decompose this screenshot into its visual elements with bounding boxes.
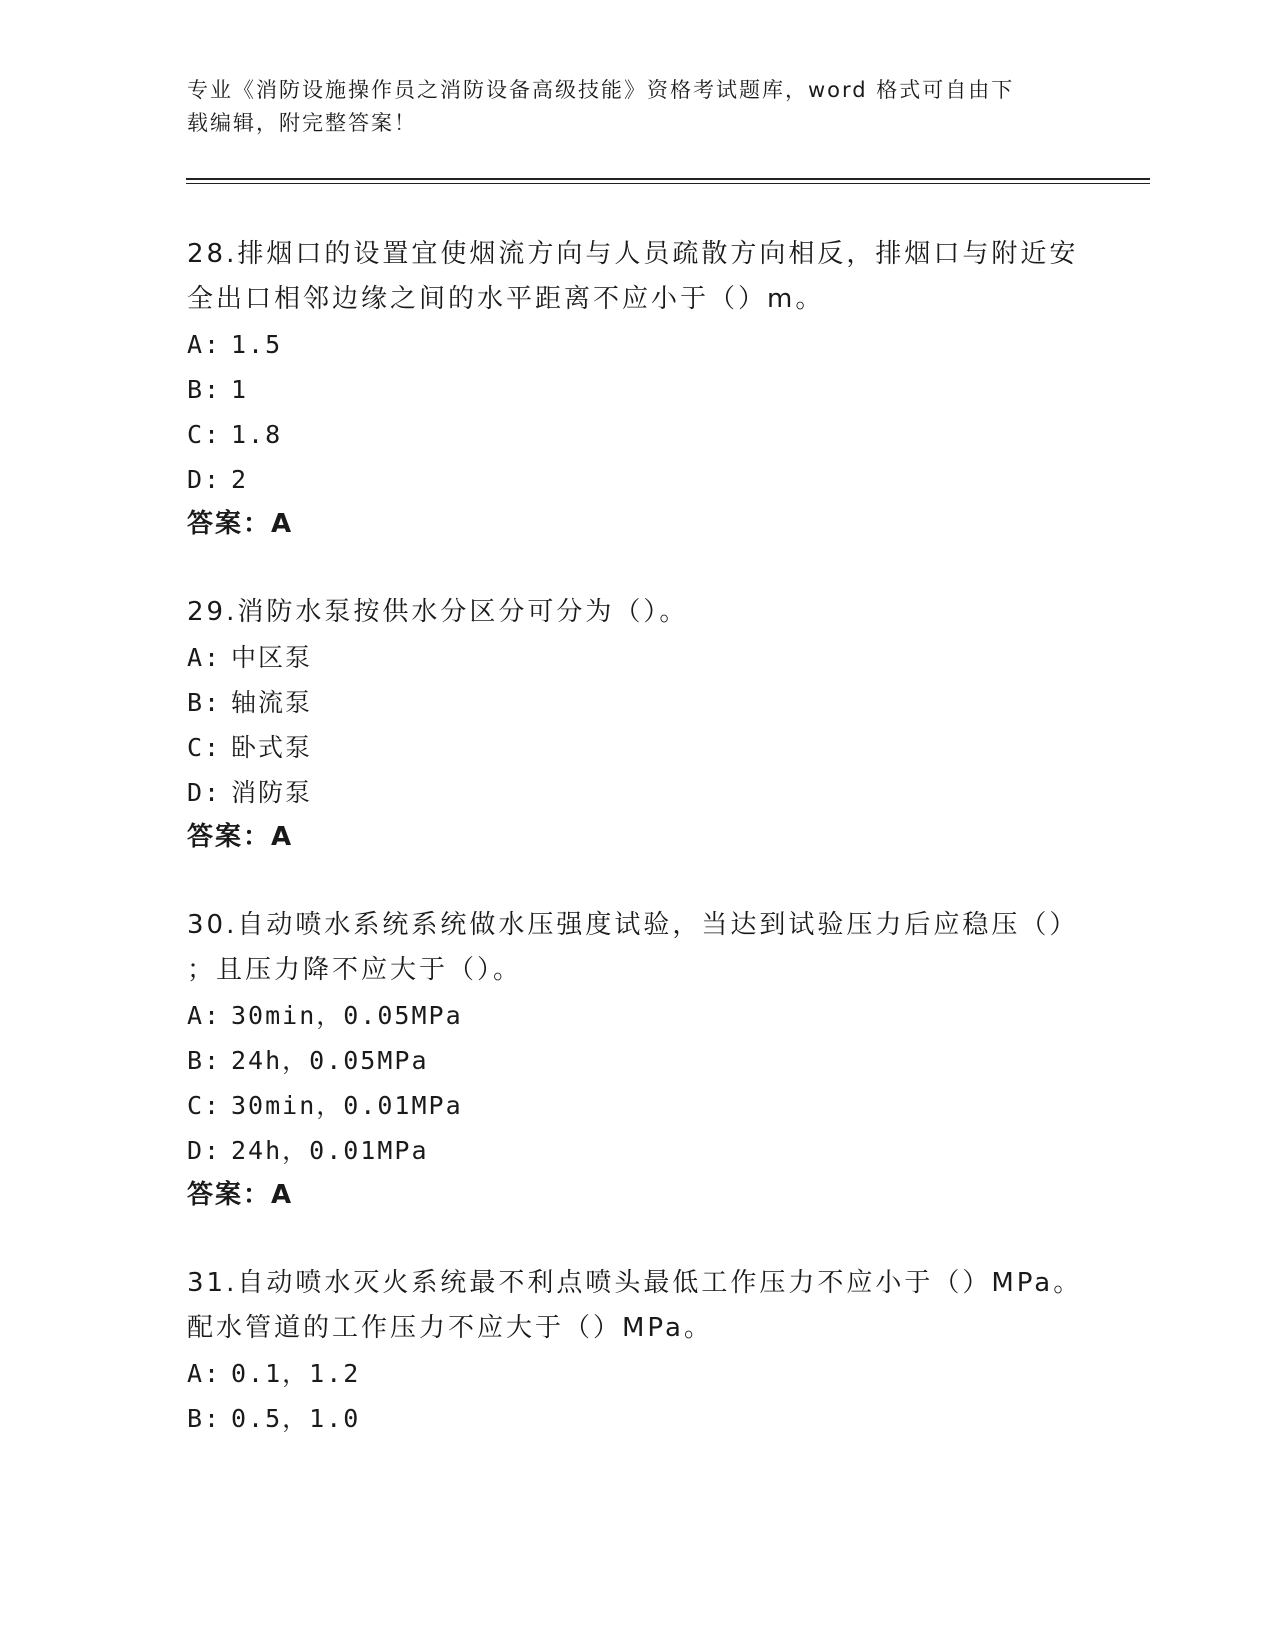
question-28 [187,232,1087,547]
option-a [187,635,1087,680]
option-text: 1.8 [231,420,283,449]
question-stem-line: 28.排烟口的设置宜使烟流方向与人员疏散方向相反，排烟口与附近安 [187,239,1079,269]
header-divider-thin [186,183,1150,184]
question-stem-line: 29.消防水泵按供水分区分可分为（）。 [187,597,689,627]
question-stem-line: 全出口相邻边缘之间的水平距离不应小于（）m。 [187,284,825,314]
option-text: 轴流泵 [231,688,313,717]
option-text: 30min，0.05MPa [231,1001,463,1030]
option-text: 1.5 [231,330,283,359]
option-a [187,1351,1087,1396]
answer: 答案：A [187,822,294,852]
option-d [187,457,1087,502]
question-29 [187,590,1087,860]
option-label: B: [187,688,222,717]
question-stem-line: 配水管道的工作压力不应大于（）MPa。 [187,1313,713,1343]
option-label: C: [187,420,222,449]
question-stem-line: 30.自动喷水系统系统做水压强度试验，当达到试验压力后应稳压（） [187,910,1079,940]
option-text: 0.1，1.2 [231,1359,361,1388]
option-label: A: [187,1001,222,1030]
option-label: D: [187,778,222,807]
option-text: 24h，0.05MPa [231,1046,429,1075]
header-divider-thick [186,178,1150,180]
option-a [187,993,1087,1038]
option-label: B: [187,375,222,404]
option-b [187,367,1087,412]
option-c [187,725,1087,770]
option-b [187,680,1087,725]
option-label: A: [187,643,222,672]
option-label: D: [187,1136,222,1165]
option-text: 0.5，1.0 [231,1404,361,1433]
question-stem-line: ；且压力降不应大于（）。 [187,955,523,985]
option-label: C: [187,1091,222,1120]
option-a [187,322,1087,367]
question-stem-line: 31.自动喷水灭火系统最不利点喷头最低工作压力不应小于（）MPa。 [187,1268,1083,1298]
option-label: A: [187,330,222,359]
question-31 [187,1261,1087,1441]
option-text: 30min，0.01MPa [231,1091,463,1120]
option-text: 消防泵 [231,778,313,807]
answer: 答案：A [187,1180,294,1210]
option-d [187,770,1087,815]
answer: 答案：A [187,509,294,539]
question-30 [187,903,1087,1218]
option-text: 2 [231,465,249,494]
option-c [187,1083,1087,1128]
option-text: 24h，0.01MPa [231,1136,429,1165]
option-text: 中区泵 [231,643,313,672]
option-label: A: [187,1359,222,1388]
option-b [187,1038,1087,1083]
option-c [187,412,1087,457]
header-line-1: 专业《消防设施操作员之消防设备高级技能》资格考试题库，word 格式可自由下 [187,78,1015,102]
question-list [187,232,1087,1484]
option-label: D: [187,465,222,494]
option-label: B: [187,1404,222,1433]
option-text: 1 [231,375,249,404]
option-label: B: [187,1046,222,1075]
document-header [187,74,1067,140]
option-text: 卧式泵 [231,733,313,762]
option-label: C: [187,733,222,762]
header-line-2: 载编辑，附完整答案！ [187,111,417,135]
option-b [187,1396,1087,1441]
option-d [187,1128,1087,1173]
